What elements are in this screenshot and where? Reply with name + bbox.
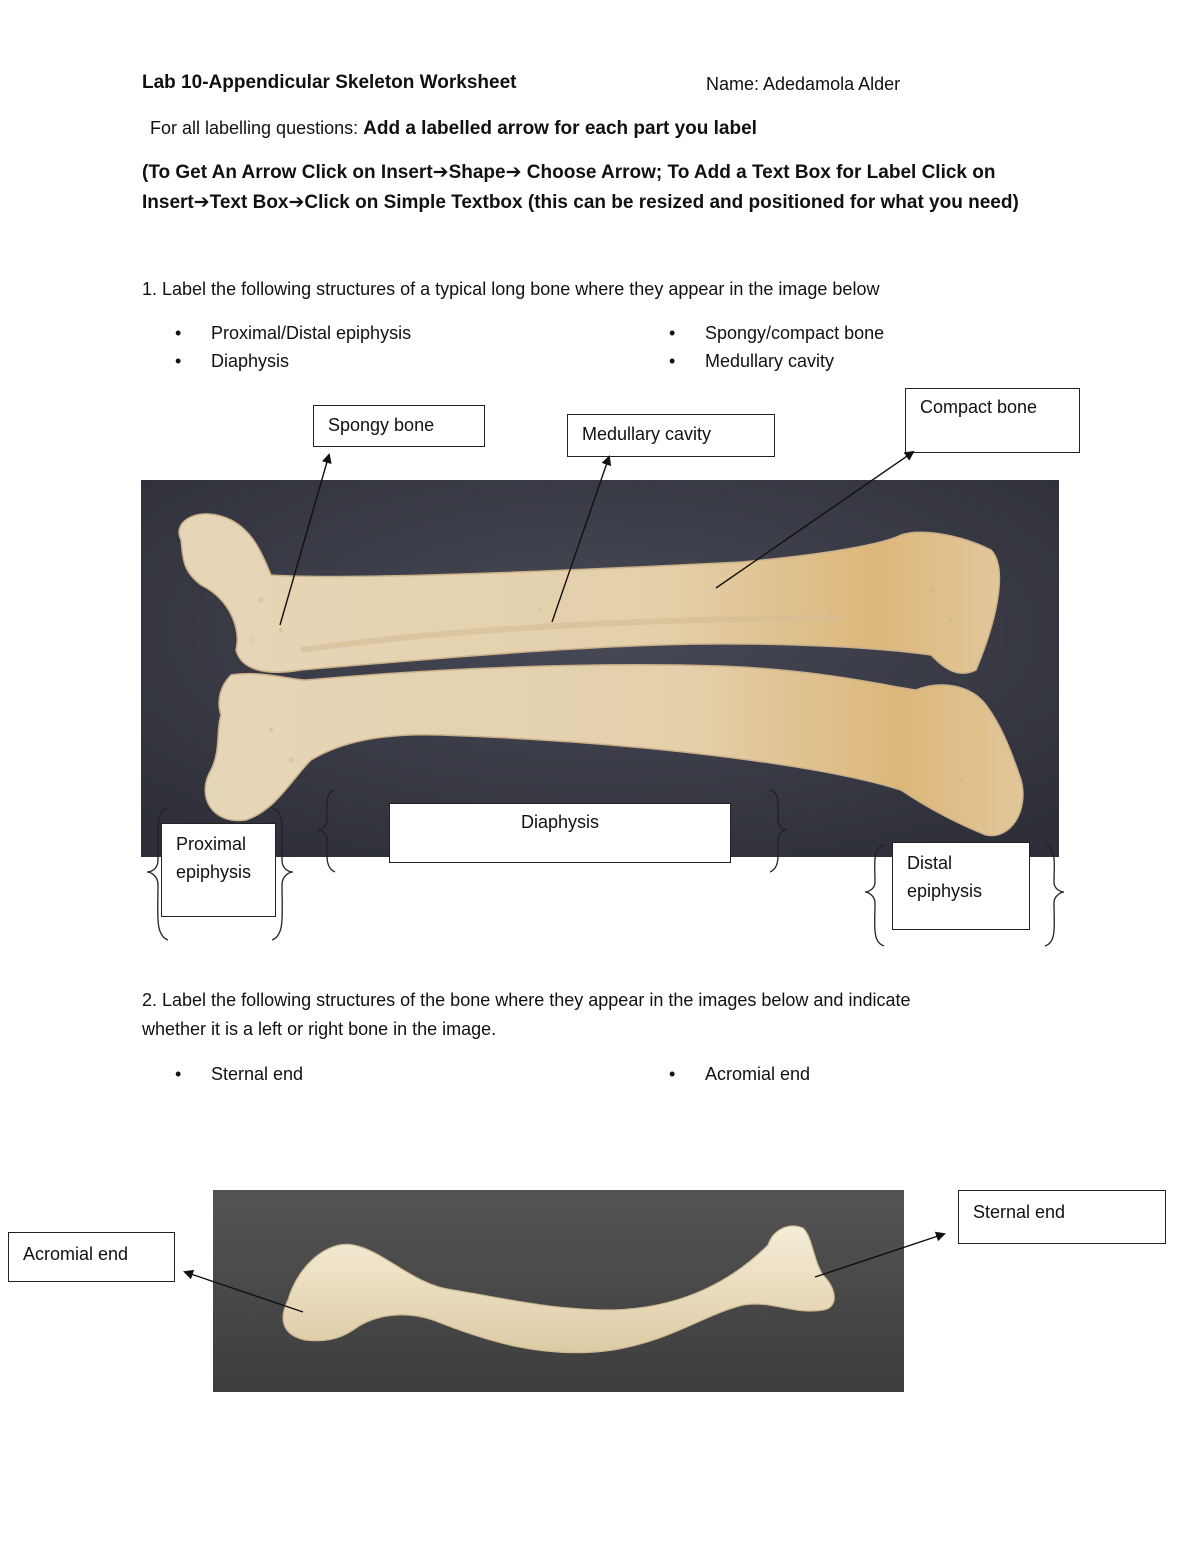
label-spongy-bone: Spongy bone (313, 405, 485, 447)
question-2-prompt-line-1: 2. Label the following structures of the bone where they appear in the images below and indicate (142, 990, 911, 1010)
instruction-line-3: Insert➔Text Box➔Click on Simple Textbox (this can be resized and positioned for what you need) (142, 192, 1019, 213)
brace-proximal-left (147, 808, 168, 940)
instruction-bold: Add a labelled arrow for each part you label (363, 118, 757, 139)
arrow-medullary-cavity (552, 457, 609, 622)
brace-diaphysis-left (318, 790, 335, 872)
label-sternal-end: Sternal end (958, 1190, 1166, 1244)
q1-bullet-item: • Diaphysis (175, 351, 290, 371)
question-2-prompt-line-2: whether it is a left or right bone in the image. (142, 1019, 497, 1039)
arrow-compact-bone (716, 452, 913, 588)
brace-distal-right (1045, 845, 1064, 946)
label-diaphysis: Diaphysis (389, 803, 731, 863)
question-1-prompt: 1. Label the following structures of a typical long bone where they appear in the image below (142, 279, 880, 299)
label-compact-bone: Compact bone (905, 388, 1080, 453)
q1-bullet-item: • Spongy/compact bone (669, 323, 885, 343)
instruction-prefix: For all labelling questions: (150, 118, 364, 138)
worksheet-title: Lab 10-Appendicular Skeleton Worksheet (142, 72, 517, 93)
q2-bullet-item: • Sternal end (175, 1064, 304, 1084)
q2-annotation-overlay (0, 1150, 1200, 1400)
q1-bullet-item: • Proximal/Distal epiphysis (175, 323, 412, 343)
instruction-line-2: (To Get An Arrow Click on Insert➔Shape➔ Choose Arrow; To Add a Text Box for Label Click on (142, 162, 996, 183)
label-medullary-cavity: Medullary cavity (567, 414, 775, 457)
arrow-acromial-end (185, 1272, 303, 1312)
student-name: Name: Adedamola Alder (706, 74, 901, 94)
label-proximal-epiphysis: Proximal epiphysis (161, 823, 276, 917)
label-distal-epiphysis: Distal epiphysis (892, 842, 1030, 930)
arrow-sternal-end (815, 1234, 944, 1277)
arrow-spongy-bone (280, 455, 329, 625)
brace-proximal-right (272, 808, 293, 940)
q1-bullet-item: • Medullary cavity (669, 351, 835, 371)
q2-bullet-item: • Acromial end (669, 1064, 811, 1084)
label-acromial-end: Acromial end (8, 1232, 175, 1282)
brace-distal-left (865, 845, 884, 946)
brace-diaphysis-right (770, 790, 787, 872)
